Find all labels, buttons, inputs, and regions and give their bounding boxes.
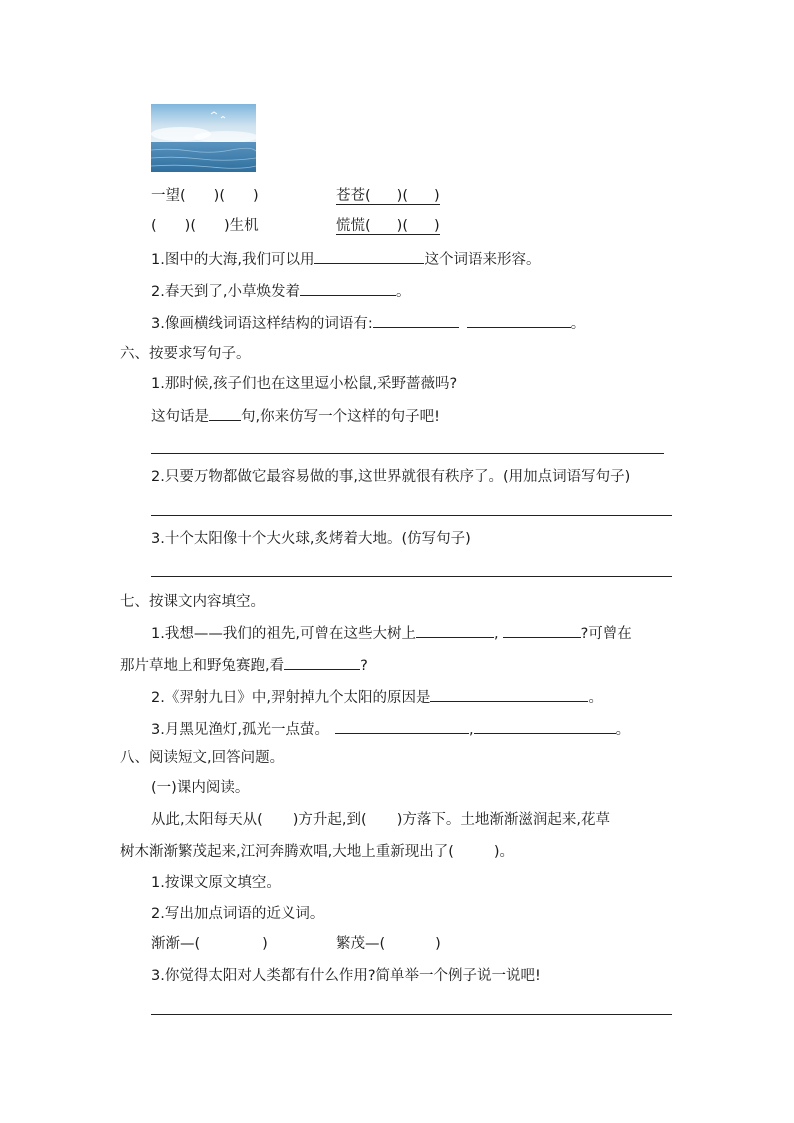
section-8-heading: 八、阅读短文,回答问题。 [120,750,285,766]
section-7-question-1: 1.我想——我们的祖先,可曾在这些大树上 , ?可曾在 [151,623,632,643]
word-fill-row-2-left: ( )( )生机 [151,218,259,234]
section-7-question-2: 2.《羿射九日》中,羿射掉九个太阳的原因是 。 [151,687,603,707]
passage-line-2: 树木渐渐繁茂起来,江河奔腾欢唱,大地上重新现出了( )。 [120,844,515,860]
section-8-question-3: 3.你觉得太阳对人类都有什么作用?简单举一个例子说一说吧! [151,968,541,984]
section-6-question-1-sub: 这句话是 句,你来仿写一个这样的句子吧! [151,406,440,426]
synonym-row-left: 渐渐—( ) [151,936,268,952]
answer-line-6-3[interactable] [151,576,672,577]
section-6-heading: 六、按要求写句子。 [120,346,251,362]
section-7-question-1-line-2: 那片草地上和野兔赛跑,看 ? [120,655,368,675]
word-fill-row-2-right: 慌慌( )( ) [336,218,440,234]
section-6-question-2: 2.只要万物都做它最容易做的事,这世界就很有秩序了。(用加点词语写句子) [151,469,631,485]
answer-line-6-1[interactable] [151,453,664,454]
section-7-heading: 七、按课文内容填空。 [120,594,265,610]
word-question-1: 1.图中的大海,我们可以用 这个词语来形容。 [151,249,540,269]
section-8-question-2: 2.写出加点词语的近义词。 [151,906,325,922]
word-question-2: 2.春天到了,小草焕发着 。 [151,281,410,301]
synonym-row-right: 繁茂—( ) [336,936,441,952]
section-7-question-3: 3.月黑见渔灯,孤光一点萤。 , 。 [151,719,630,739]
answer-line-6-2[interactable] [151,515,672,516]
word-fill-row-1-right: 苍苍( )( ) [336,188,440,204]
section-6-question-3: 3.十个太阳像十个大火球,炙烤着大地。(仿写句子) [151,531,471,547]
section-8-sub-heading: (一)课内阅读。 [151,780,250,796]
sea-image [151,104,256,172]
passage-line-1: 从此,太阳每天从( )方升起,到( )方落下。土地渐渐滋润起来,花草 [151,812,610,828]
section-8-question-1: 1.按课文原文填空。 [151,875,281,891]
section-6-question-1: 1.那时候,孩子们也在这里逗小松鼠,采野蔷薇吗? [151,376,458,392]
word-question-3: 3.像画横线词语这样结构的词语有: 。 [151,313,585,333]
word-fill-row-1-left: 一望( )( ) [151,188,259,204]
answer-line-8-3[interactable] [151,1014,672,1015]
